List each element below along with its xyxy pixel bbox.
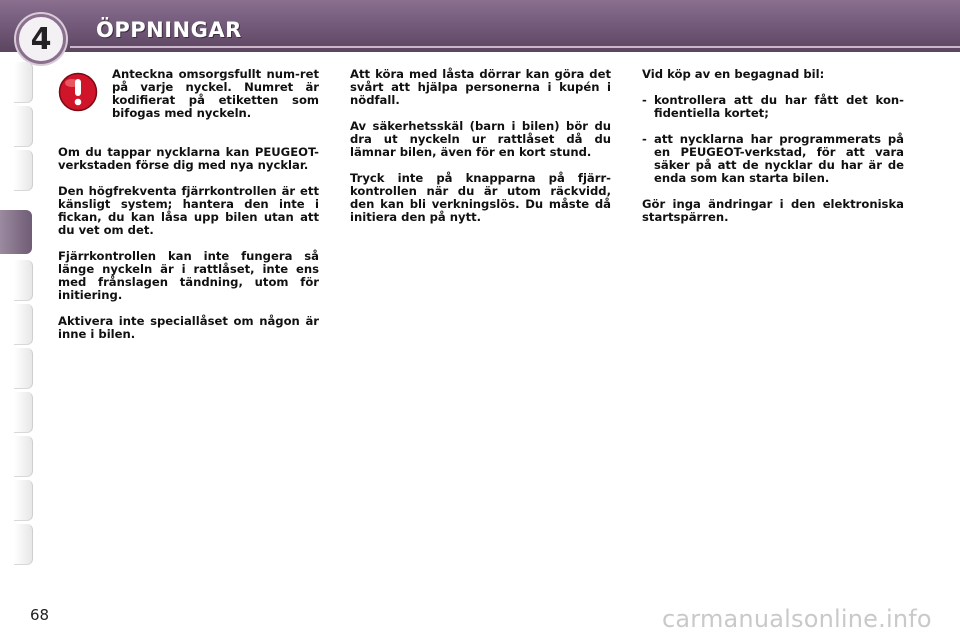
chapter-tab-5[interactable]: [14, 260, 33, 301]
closing-note: Gör inga ändringar i den elektroniska startspärren.: [642, 197, 904, 224]
list-item: [642, 133, 904, 185]
chapter-tab-8[interactable]: [14, 392, 33, 433]
page-title: ÖPPNINGAR: [96, 18, 242, 42]
chapter-tab-1[interactable]: [14, 62, 33, 103]
exclamation-warning-icon: [58, 72, 98, 112]
warning-text: Anteckna omsorgsfullt num-ret på varje nyckel. Numret är kodifierat på etiketten som bifogas med nyckeln.: [112, 67, 319, 120]
paragraph: Tryck inte på knapparna på fjärr-kontrollen när du är utom räckvidd, den kan bli verkningslös. Du måste då initiera den på nytt.: [350, 171, 611, 224]
column-right: [642, 68, 904, 237]
paragraph: Om du tappar nycklarna kan PEUGEOT-verkstaden förse dig med nya nycklar.: [58, 145, 319, 172]
chapter-tab-6[interactable]: [14, 304, 33, 345]
list-item: [642, 94, 904, 120]
column-middle: [350, 68, 611, 237]
chapter-tab-2[interactable]: [14, 106, 33, 147]
paragraph: Att köra med låsta dörrar kan göra det svårt att hjälpa personerna i kupén i nödfall.: [350, 67, 611, 107]
chapter-tab-9[interactable]: [14, 436, 33, 477]
chapter-tab-11[interactable]: [14, 524, 33, 565]
list-item-text: kontrollera att du har fått det kon-fidentiella kortet;: [654, 93, 904, 120]
paragraph: Aktivera inte speciallåset om någon är inne i bilen.: [58, 314, 319, 341]
chapter-tab-3[interactable]: [14, 150, 33, 191]
list-intro: Vid köp av en begagnad bil:: [642, 67, 825, 81]
chapter-tab-7[interactable]: [14, 348, 33, 389]
chapter-tab-10[interactable]: [14, 480, 33, 521]
chapter-number: 4: [30, 21, 52, 57]
header-divider: [70, 46, 960, 48]
paragraph: Fjärrkontrollen kan inte fungera så länge nyckeln är i rattlåset, inte ens med frånslagen tändning, utom för initiering.: [58, 249, 319, 302]
watermark: carmanualsonline.info: [662, 605, 932, 633]
paragraph: Av säkerhetsskäl (barn i bilen) bör du dra ut nyckeln ur rattlåset då du lämnar bilen, även för en kort stund.: [350, 119, 611, 159]
paragraph: Den högfrekventa fjärrkontrollen är ett känsligt system; hantera den inte i fickan, du kan låsa upp bilen utan att du vet om det.: [58, 184, 319, 237]
list-dash: -: [642, 93, 647, 107]
warning-note: [58, 68, 319, 133]
list-item-text: att nycklarna har programmerats på en PEUGEOT-verkstad, för att vara säker på att de nycklar du har är de enda som kan starta bilen.: [654, 132, 904, 185]
list-dash: -: [642, 132, 647, 146]
chapter-badge: [16, 14, 66, 64]
page-number: 68: [30, 606, 50, 624]
chapter-tab-4-active[interactable]: [0, 210, 32, 254]
chapter-tabs: [0, 62, 36, 582]
column-left: [58, 68, 319, 354]
